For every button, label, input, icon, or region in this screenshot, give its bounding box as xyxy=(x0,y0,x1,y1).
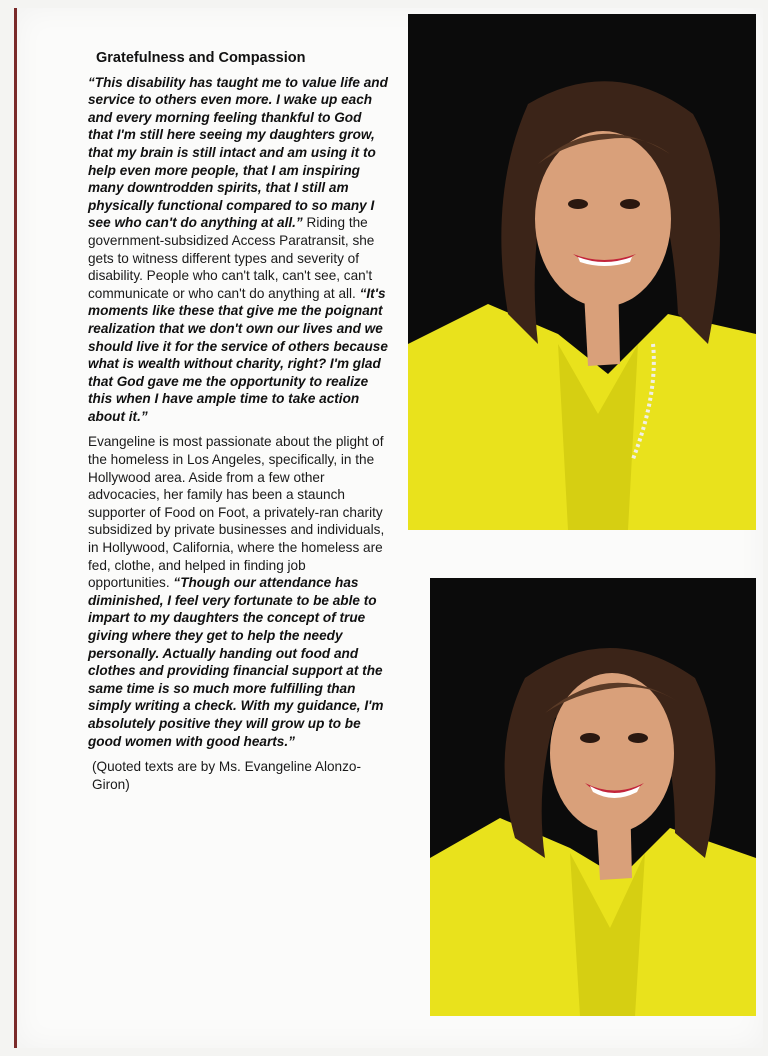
portrait-photo-top xyxy=(408,14,756,530)
quote-2: “It's moments like these that give me the poignant realization that we don't own our lives and we should live it for the service of others because what is wealth without charity, right? I'm glad that God gave me the opportunity to realize this when I have ample time to take action about it.” xyxy=(88,285,388,424)
quote-3: “Though our attendance has diminished, I feel very fortunate to be able to impart to my daughters the concept of true giving where they get to help the needy personally. Actually handing out food and clothes and providing financial support at the same time is so much more fulfilling than simply writing a check. With my guidance, I'm absolutely positive they will grow up to be good women with good hearts.” xyxy=(88,575,384,749)
paragraph-2 xyxy=(88,433,388,750)
body-text-1: Riding the government-subsidized Access Paratransit, she gets to witness different types and severity of disability. People who can't talk, can't see, can't communicate or who can't do anything at all. xyxy=(88,215,375,301)
photo-credit-caption: (Quoted texts are by Ms. Evangeline Alonzo-Giron) xyxy=(92,759,361,792)
section-heading: Gratefulness and Compassion xyxy=(96,50,306,66)
portrait-illustration-1 xyxy=(408,14,756,530)
portrait-photo-bottom xyxy=(430,578,756,1016)
paragraph-1 xyxy=(88,74,388,426)
quote-1: “This disability has taught me to value life and service to others even more. I wake up each and every morning feeling thankful to God that I'm still here seeing my daughters grow, that my brain is still intact and am using it to help even more people, that I am inspiring many downtrodden spirits, that I still am physically functional compared to so many I see who can't do anything at all.” xyxy=(88,74,388,231)
article-column xyxy=(88,50,388,793)
portrait-illustration-2 xyxy=(430,578,756,1016)
body-text-2: Evangeline is most passionate about the plight of the homeless in Los Angeles, specifically, in the Hollywood area. Aside from a few other advocacies, her family has been a staunch supporter of Food on Foot, a privately-ran charity subsidized by private businesses and individuals, in Hollywood, California, where the homeless are fed, clothe, and helped in finding job opportunities. xyxy=(88,434,385,591)
